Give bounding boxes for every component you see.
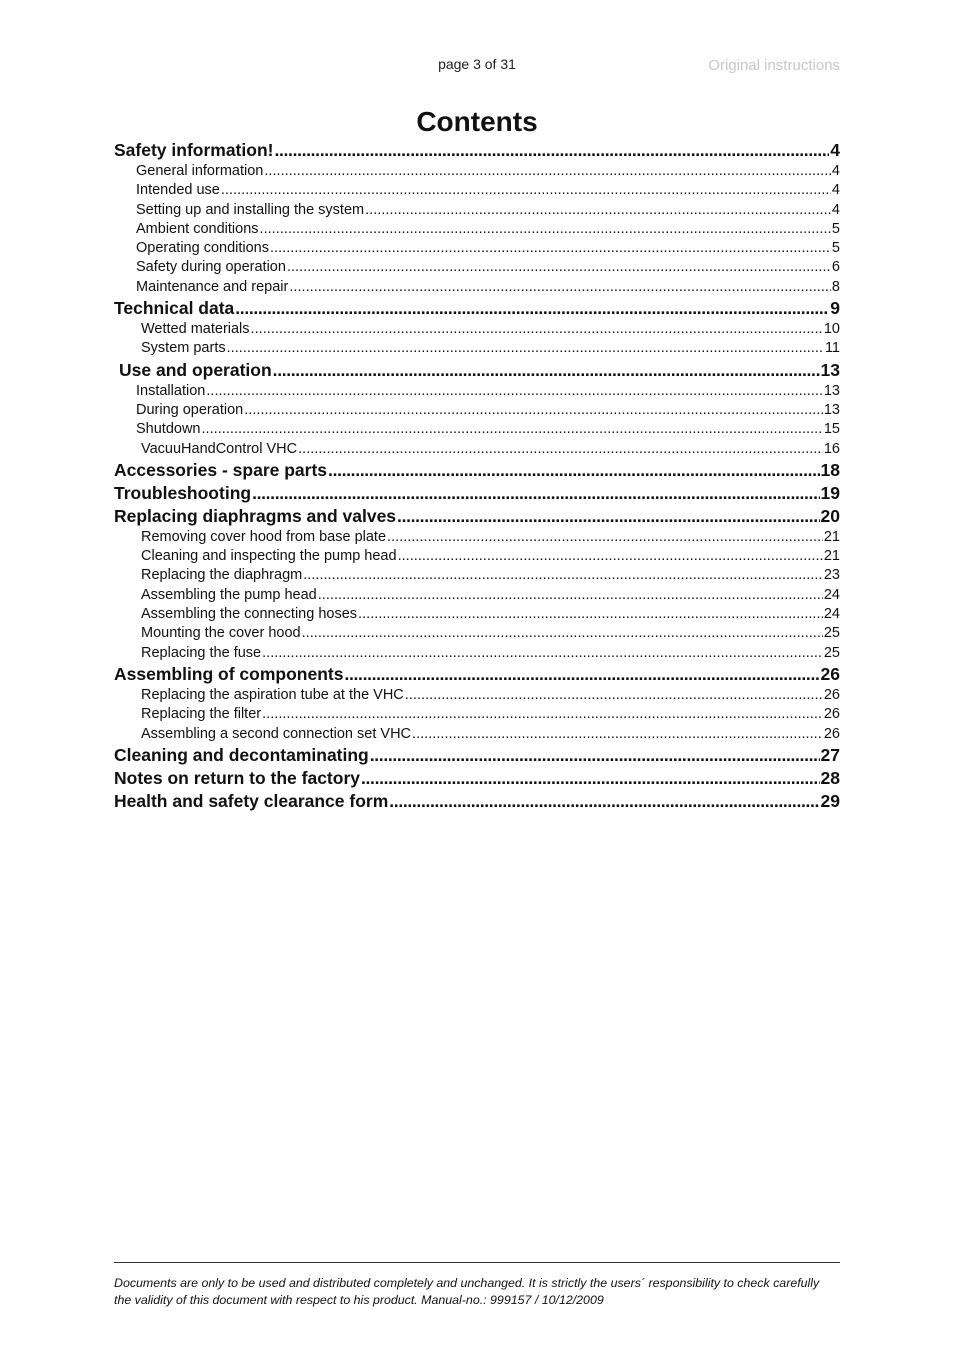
toc-page-number: 16 [823,440,840,457]
toc-section-entry[interactable] [114,790,840,813]
toc-entry-title: Assembling the pump head [141,586,317,603]
toc-entry-title: Mounting the cover hood [141,625,301,642]
toc-entry-title: Assembling the connecting hoses [141,606,358,623]
toc-page-number: 4 [831,201,840,218]
toc-dot-leader [244,401,823,420]
toc-entry-title: Replacing the aspiration tube at the VHC [141,686,404,703]
toc-page-number: 23 [823,567,840,584]
toc-page-number: 10 [823,321,840,338]
toc-dot-leader [405,686,823,705]
toc-subsection-entry[interactable] [114,382,840,401]
toc-dot-leader [398,547,823,566]
toc-entry-title: Wetted materials [141,321,250,338]
toc-entry-title: System parts [141,340,226,357]
toc-section-entry[interactable] [114,663,840,686]
toc-page-number: 5 [831,220,840,237]
toc-entry-title: Assembling a second connection set VHC [141,725,412,742]
toc-dot-leader [289,278,831,297]
toc-subsection-entry[interactable] [114,547,840,566]
toc-dot-leader [387,528,823,547]
toc-dot-leader [274,139,829,162]
toc-entry-title: Removing cover hood from base plate [141,528,387,545]
toc-dot-leader [260,220,831,239]
toc-dot-leader [370,744,820,767]
table-of-contents [114,139,840,813]
toc-dot-leader [302,624,823,643]
toc-page-number: 24 [823,606,840,623]
toc-page-number: 4 [831,163,840,179]
toc-dot-leader [303,566,823,585]
toc-entry-title: Replacing the diaphragm [141,567,303,584]
toc-subsection-entry[interactable] [114,528,840,547]
toc-entry-title: VacuuHandControl VHC [141,440,298,457]
toc-dot-leader [318,586,823,605]
toc-dot-leader [358,605,823,624]
toc-subsection-entry[interactable] [114,605,840,624]
toc-entry-title: Cleaning and decontaminating [114,744,369,765]
toc-page-number: 19 [820,482,840,503]
toc-page-number: 13 [823,401,840,418]
toc-dot-leader [206,382,823,401]
toc-page-number: 15 [823,421,840,438]
footer-divider [114,1262,840,1263]
toc-dot-leader [270,239,831,258]
toc-subsection-entry[interactable] [114,339,840,358]
toc-dot-leader [412,725,823,744]
toc-page-number: 20 [820,505,840,526]
toc-subsection-entry[interactable] [114,566,840,585]
toc-entry-title: Setting up and installing the system [136,201,365,218]
toc-subsection-entry[interactable] [114,201,840,220]
toc-page-number: 26 [823,686,840,703]
toc-page-number: 27 [820,744,840,765]
toc-dot-leader [287,258,831,277]
toc-entry-title: Replacing the filter [141,706,262,723]
toc-subsection-entry[interactable] [114,320,840,339]
toc-page-number: 28 [820,767,840,788]
toc-dot-leader [202,420,823,439]
toc-page-number: 8 [831,278,840,295]
toc-subsection-entry[interactable] [114,220,840,239]
toc-entry-title: Shutdown [136,421,201,438]
toc-dot-leader [397,505,819,528]
toc-page-number: 11 [824,340,840,357]
page-title: Contents [416,106,538,137]
toc-page-number: 26 [823,725,840,742]
toc-page-number: 26 [823,706,840,723]
toc-section-entry[interactable] [114,482,840,505]
toc-section-entry[interactable] [114,139,840,162]
toc-entry-title: Health and safety clearance form [114,790,389,811]
toc-entry-title: Cleaning and inspecting the pump head [141,548,397,565]
toc-section-entry[interactable] [114,744,840,767]
toc-dot-leader [264,162,831,181]
toc-page-number: 4 [831,182,840,199]
toc-page-number: 4 [830,140,840,160]
toc-subsection-entry[interactable] [114,644,840,663]
toc-dot-leader [227,339,824,358]
toc-entry-title: Notes on return to the factory [114,767,360,788]
footer-line-1: Documents are only to be used and distributed completely and unchanged. It is strictly the users´ responsibility to check carefully [114,1276,820,1290]
toc-dot-leader [221,181,831,200]
toc-page-number: 29 [820,790,840,811]
toc-dot-leader [344,663,819,686]
toc-entry-title: Assembling of components [114,663,344,684]
toc-dot-leader [298,440,823,459]
toc-subsection-entry[interactable] [114,725,840,744]
footer-disclaimer [114,1275,842,1308]
toc-dot-leader [361,767,820,790]
toc-subsection-entry[interactable] [114,440,840,459]
toc-dot-leader [365,201,831,220]
toc-section-entry[interactable] [114,767,840,790]
toc-subsection-entry[interactable] [114,586,840,605]
toc-entry-title: Safety during operation [136,259,286,276]
toc-subsection-entry[interactable] [114,181,840,200]
toc-page-number: 9 [830,298,840,319]
toc-page-number: 21 [823,528,840,545]
toc-page-number: 21 [823,548,840,565]
toc-entry-title: Ambient conditions [136,220,259,237]
toc-subsection-entry[interactable] [114,420,840,439]
toc-page-number: 25 [823,625,840,642]
toc-page-number: 13 [820,359,840,380]
toc-subsection-entry[interactable] [114,258,840,277]
toc-page-number: 25 [823,644,840,661]
toc-entry-title: Safety information! [114,140,274,160]
toc-subsection-entry[interactable] [114,686,840,705]
toc-dot-leader [235,297,829,320]
toc-entry-title: General information [136,163,264,179]
toc-entry-title: Replacing the fuse [141,644,262,661]
toc-section-entry[interactable] [114,459,840,482]
toc-entry-title: Intended use [136,182,220,199]
toc-dot-leader [252,482,819,505]
toc-entry-title: Installation [136,382,206,399]
toc-section-entry[interactable] [114,297,840,320]
toc-page-number: 26 [820,663,840,684]
original-instructions-label: Original instructions [708,57,840,74]
toc-entry-title: Troubleshooting [114,482,252,503]
page-number: page 3 of 31 [438,56,516,72]
toc-subsection-entry[interactable] [114,705,840,724]
toc-entry-title: During operation [136,401,244,418]
toc-dot-leader [262,705,823,724]
toc-dot-leader [328,459,819,482]
toc-subsection-entry[interactable] [114,624,840,643]
toc-subsection-entry[interactable] [114,239,840,258]
toc-dot-leader [273,359,820,382]
toc-page-number: 18 [820,459,840,480]
toc-entry-title: Use and operation [119,359,272,380]
toc-subsection-entry[interactable] [114,162,840,181]
toc-page-number: 5 [831,240,840,257]
toc-subsection-entry[interactable] [114,278,840,297]
toc-section-entry[interactable] [114,359,840,382]
toc-subsection-entry[interactable] [114,401,840,420]
toc-dot-leader [262,644,823,663]
toc-page-number: 13 [823,382,840,399]
toc-entry-title: Technical data [114,298,235,319]
toc-page-number: 24 [823,586,840,603]
footer-line-2: the validity of this document with respect to his product. Manual-no.: 999157 / 10/12/2009 [114,1292,604,1307]
toc-entry-title: Replacing diaphragms and valves [114,505,397,526]
toc-entry-title: Maintenance and repair [136,278,289,295]
toc-entry-title: Accessories - spare parts [114,459,328,480]
toc-entry-title: Operating conditions [136,240,269,257]
toc-dot-leader [389,790,819,813]
toc-dot-leader [251,320,823,339]
toc-section-entry[interactable] [114,505,840,528]
toc-page-number: 6 [831,259,840,276]
